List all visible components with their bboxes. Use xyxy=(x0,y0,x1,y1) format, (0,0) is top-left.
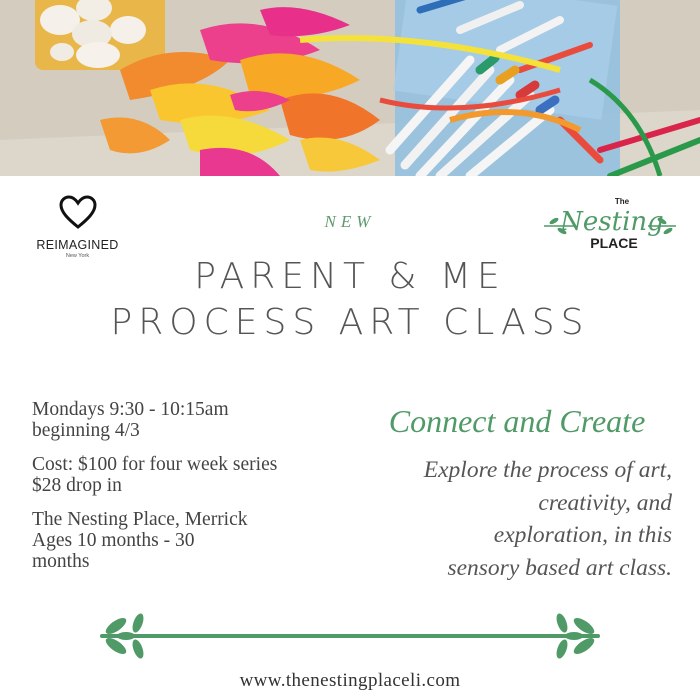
hero-photo xyxy=(0,0,700,176)
location-line-2: Ages 10 months - 30 xyxy=(32,530,195,551)
cost-line-1: Cost: $100 for four week series xyxy=(32,454,278,475)
location-line-1: The Nesting Place, Merrick xyxy=(32,509,248,530)
nesting-place-logo xyxy=(540,190,680,260)
description-line-1: Explore the process of art, xyxy=(423,457,672,483)
description-line-3: exploration, in this xyxy=(493,522,672,548)
logo-line1: The xyxy=(614,197,630,206)
website-link[interactable]: www.thenestingplaceli.com xyxy=(239,670,461,691)
title-line-2: PROCESS ART CLASS xyxy=(110,302,590,343)
logo-line2: Nesting xyxy=(560,207,664,237)
title-line-1: PARENT & ME xyxy=(194,256,506,297)
description-line-2: creativity, and xyxy=(538,489,672,516)
logo-brand-text: REIMAGINED xyxy=(36,238,119,252)
schedule-block xyxy=(32,399,332,441)
location-block xyxy=(32,509,332,572)
headline: Connect and Create xyxy=(388,403,646,439)
logo-line3: PLACE xyxy=(590,235,638,251)
cost-line-2: $28 drop in xyxy=(32,475,122,496)
new-tag: NEW xyxy=(324,212,376,231)
description-line-4: sensory based art class. xyxy=(447,554,672,581)
class-details xyxy=(32,399,332,585)
schedule-line-2: beginning 4/3 xyxy=(32,420,140,441)
location-line-3: months xyxy=(32,551,90,572)
cost-block xyxy=(32,454,332,496)
logo-location-text: New York xyxy=(65,253,90,259)
page-title xyxy=(0,254,700,346)
schedule-line-1: Mondays 9:30 - 10:15am xyxy=(32,399,229,420)
vine-divider xyxy=(96,612,604,662)
description xyxy=(372,454,672,584)
